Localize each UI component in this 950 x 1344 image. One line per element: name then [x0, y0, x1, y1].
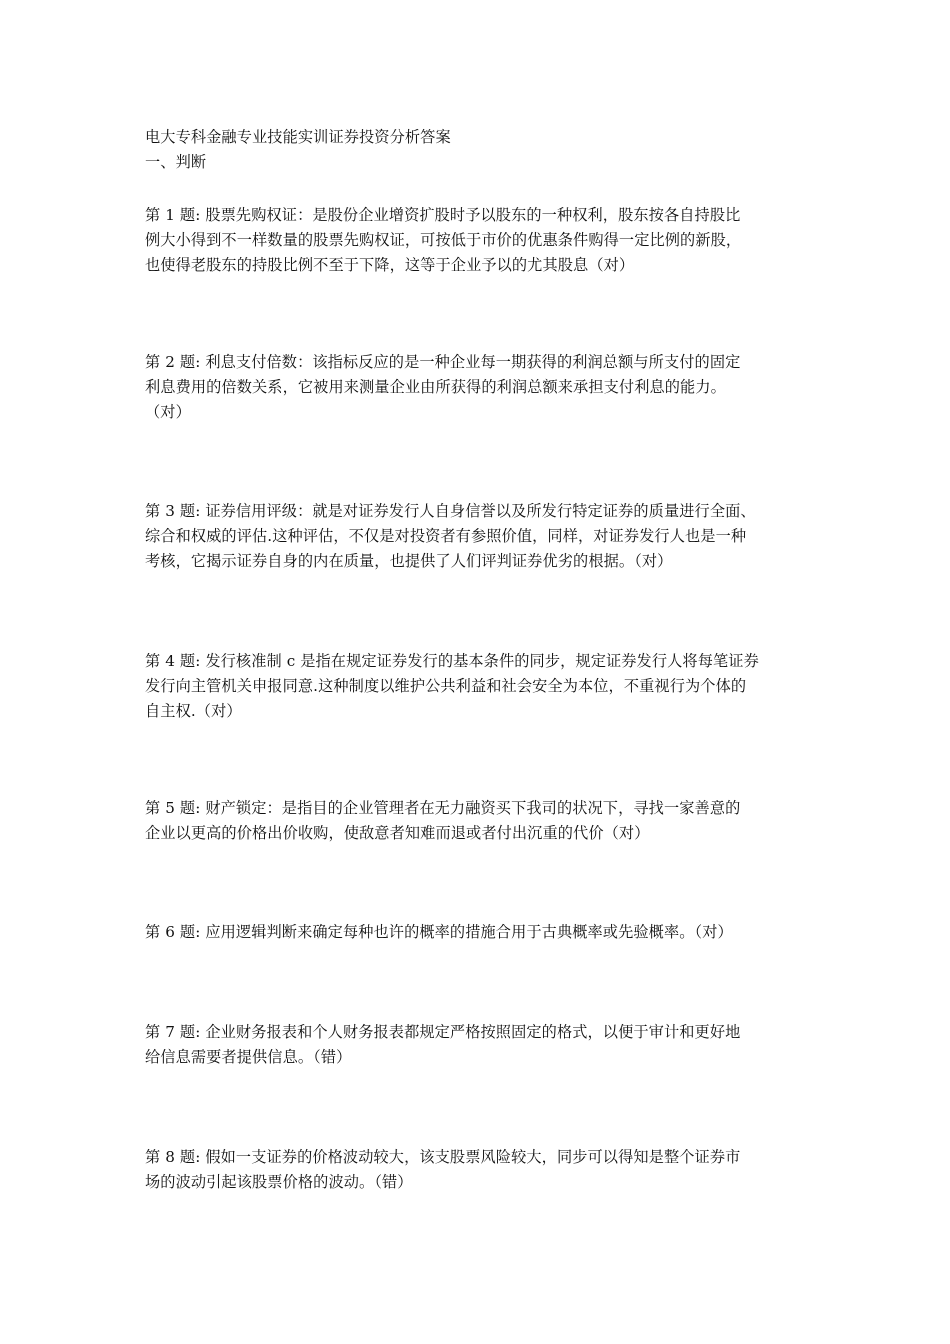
- question-text-line: 发行向主管机关申报同意.这种制度以维护公共利益和社会安全为本位，不重视行为个体的: [145, 677, 747, 695]
- question-text-line: 第 2 题: 利息支付倍数：该指标反应的是一种企业每一期获得的利润总额与所支付的固定: [145, 353, 741, 371]
- question-text-line: 场的波动引起该股票价格的波动。（错）: [145, 1173, 413, 1191]
- question-4: [145, 649, 810, 724]
- question-text-line: 给信息需要者提供信息。（错）: [145, 1048, 352, 1066]
- section-heading: 一、判断: [145, 153, 207, 171]
- question-text-line: 第 3 题: 证券信用评级：就是对证券发行人自身信誉以及所发行特定证券的质量进行全面、: [145, 502, 756, 520]
- question-text-line: 第 7 题: 企业财务报表和个人财务报表都规定严格按照固定的格式，以便于审计和更好地: [145, 1023, 741, 1041]
- question-text-line: 综合和权威的评估.这种评估，不仅是对投资者有参照价值，同样，对证券发行人也是一种: [145, 527, 747, 545]
- question-3: [145, 499, 810, 574]
- question-text-line: 也使得老股东的持股比例不至于下降，这等于企业予以的尤其股息（对）: [145, 256, 635, 274]
- question-text-line: 第 5 题: 财产锁定：是指目的企业管理者在无力融资买下我司的状况下，寻找一家善意的: [145, 799, 741, 817]
- question-6: [145, 920, 810, 945]
- question-text-line: 第 8 题: 假如一支证券的价格波动较大，该支股票风险较大，同步可以得知是整个证券市: [145, 1148, 741, 1166]
- question-text-line: 利息费用的倍数关系，它被用来测量企业由所获得的利润总额来承担支付利息的能力。: [145, 378, 726, 396]
- question-text-line: （对）: [145, 403, 191, 421]
- question-text-line: 自主权.（对）: [145, 702, 242, 720]
- question-text-line: 例大小得到不一样数量的股票先购权证，可按低于市价的优惠条件购得一定比例的新股，: [145, 231, 742, 249]
- question-text-line: 考核，它揭示证券自身的内在质量，也提供了人们评判证券优劣的根据。（对）: [145, 552, 673, 570]
- question-7: [145, 1020, 810, 1070]
- question-text-line: 第 4 题: 发行核准制 c 是指在规定证券发行的基本条件的同步，规定证券发行人将每笔证券: [145, 652, 759, 670]
- document-title: 电大专科金融专业技能实训证券投资分析答案: [145, 128, 451, 146]
- question-text-line: 企业以更高的价格出价收购，使敌意者知难而退或者付出沉重的代价（对）: [145, 824, 650, 842]
- question-5: [145, 796, 810, 846]
- document-heading: [145, 125, 810, 175]
- question-8: [145, 1145, 810, 1195]
- question-1: [145, 203, 810, 278]
- question-text-line: 第 1 题: 股票先购权证：是股份企业增资扩股时予以股东的一种权利，股东按各自持股比: [145, 206, 741, 224]
- question-2: [145, 350, 810, 425]
- question-text-line: 第 6 题: 应用逻辑判断来确定每种也许的概率的措施合用于古典概率或先验概率。（对）: [145, 923, 733, 941]
